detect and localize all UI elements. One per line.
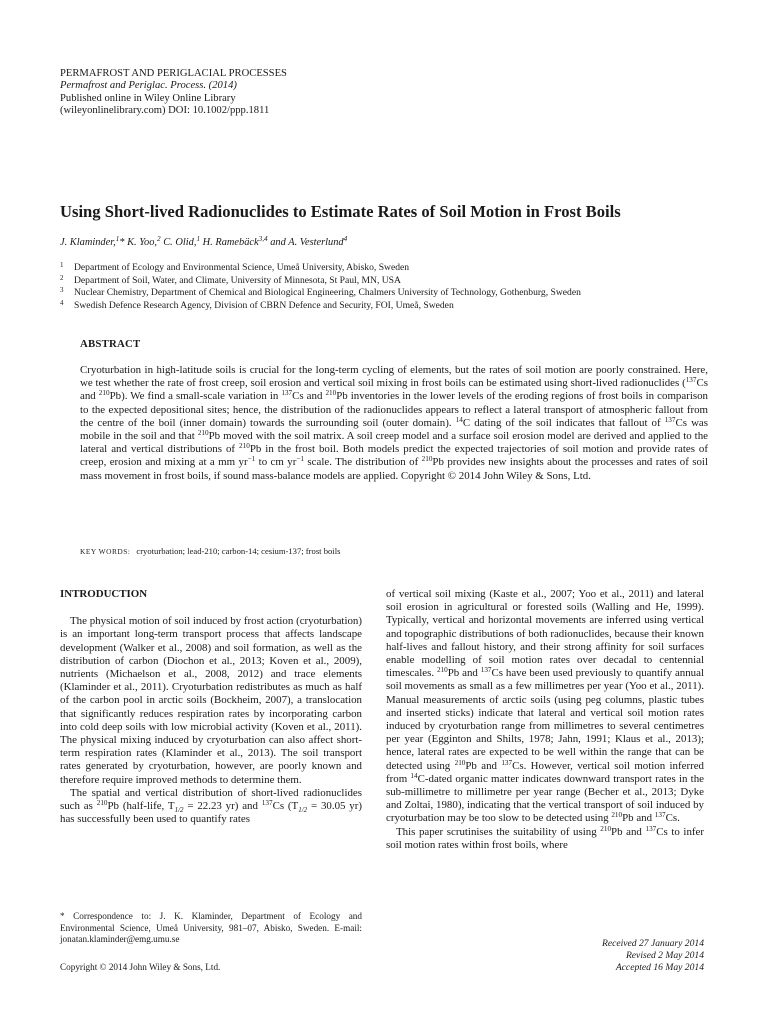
submission-dates bbox=[602, 938, 704, 973]
author-affil-ref: 2 bbox=[157, 235, 161, 243]
affiliation-number: 1 bbox=[60, 261, 64, 269]
right-column bbox=[386, 588, 704, 852]
author-separator: * bbox=[119, 237, 128, 248]
affiliation-text: Department of Soil, Water, and Climate, University of Minnesota, St Paul, MN, USA bbox=[74, 274, 401, 286]
author-name: J. Klaminder, bbox=[60, 237, 116, 248]
body-paragraph: The spatial and vertical distribution of short-lived radionuclides such as $^{210}$Pb (half-life, $T_{1/2} = 22.23$ yr) and $^{137}$Cs ($T_{1/2} = 30.05$ yr) has successfully been used to quantify rates bbox=[60, 786, 362, 826]
body-paragraph: of vertical soil mixing (Kaste et al., 2007; Yoo et al., 2011) and lateral soil erosion in agricultural or forested soils (Walling and He, 1999). Typically, vertical and horizontal movements are inferred using vertical and topographic distributions of both radionuclides, because their known half-lives and fallout history, and their strong affinity for soil surfaces enable modelling of soil motion rates over decadal to centennial timescales. $^{210}$Pb and $^{137}$Cs have been used previously to quantify annual soil movements as small as a few millimetres per year (Yoo et al., 2011). Manual measurements of arctic soils (using peg columns, plastic tubes and inserted sticks) indicate that lateral and vertical soil motion rates induced by cryoturbation range from millimetres to several centimetres per year (Egginton and Shilts, 1978; Jahn, 1991; Klaus et al., 2013); hence, lateral rates are expected to be well within the range that can be detected using $^{210}$Pb and $^{137}$Cs. However, vertical soil motion inferred from $^{14}$C-dated organic matter indicates downward transport rates in the sub-millimetre to millimetre per year range (Becher et al., 2013; Dyke and Zoltai, 1980), indicating that the vertical transport of soil induced by cryoturbation may be too slow to be detected using $^{210}$Pb and $^{137}$Cs. bbox=[386, 588, 704, 825]
author-name: A. Vesterlund bbox=[288, 237, 344, 248]
publication-note: Published online in Wiley Online Library bbox=[60, 92, 236, 104]
keywords-line bbox=[80, 546, 340, 556]
journal-citation: Permafrost and Periglac. Process. (2014) bbox=[60, 80, 237, 92]
accepted-date: Accepted 16 May 2014 bbox=[615, 961, 704, 973]
affiliation-number: 4 bbox=[60, 298, 64, 307]
author-name: H. Ramebäck bbox=[202, 237, 259, 248]
copyright-line: Copyright © 2014 John Wiley & Sons, Ltd. bbox=[60, 962, 221, 972]
author-affil-ref: 4 bbox=[343, 235, 348, 243]
affiliation bbox=[60, 300, 581, 313]
author-name: K. Yoo, bbox=[127, 237, 158, 248]
author-affil-ref: 1 bbox=[115, 235, 120, 243]
affiliation-number: 2 bbox=[60, 273, 64, 282]
author-affil-ref: 1 bbox=[196, 235, 201, 243]
doi-line: (wileyonlinelibrary.com) DOI: 10.1002/ppp.1811 bbox=[60, 105, 270, 117]
affiliation-number: 3 bbox=[60, 286, 64, 295]
abstract-body bbox=[80, 364, 708, 483]
author-name: C. Olid, bbox=[163, 237, 197, 248]
affiliation bbox=[60, 275, 581, 288]
author-list bbox=[60, 237, 347, 248]
affiliation-text: Department of Ecology and Environmental Science, Umeå University, Abisko, Sweden bbox=[74, 262, 410, 273]
affiliation-text: Swedish Defence Research Agency, Division of CBRN Defence and Security, FOI, Umeå, Sweden bbox=[74, 299, 454, 311]
author-separator: and bbox=[267, 237, 289, 248]
affiliation bbox=[60, 262, 581, 275]
received-date: Received 27 January 2014 bbox=[601, 938, 704, 949]
body-paragraph: This paper scrutinises the suitability of using $^{210}$Pb and $^{137}$Cs to infer soil motion rates within frost boils, where bbox=[386, 824, 704, 851]
author-affil-ref: 3,4 bbox=[258, 235, 268, 243]
journal-masthead bbox=[60, 68, 287, 118]
affiliation-text: Nuclear Chemistry, Department of Chemical and Biological Engineering, Chalmers University of Technology, Gothenburg, Sweden bbox=[74, 287, 581, 299]
journal-name: PERMAFROST AND PERIGLACIAL PROCESSES bbox=[60, 68, 287, 79]
affiliation-list bbox=[60, 262, 581, 312]
left-column bbox=[60, 588, 362, 826]
affiliation bbox=[60, 287, 581, 300]
body-paragraph: The physical motion of soil induced by frost action (cryoturbation) is an important long-term transport process that affects landscape development (Walker et al., 2008) and soil formation, as well as the distribution of carbon (Diochon et al., 2013; Koven et al., 2009), nutrients (Michaelson et al., 2008, 2012) and trace elements (Klaminder et al., 2011). Cryoturbation redistributes as much as half of the carbon pool in arctic soils (Bockheim, 2007), a translocation that significantly reduces respiration rates by incorporating carbon into cold deep soils with low microbial activity (Koven et al., 2011). The physical mixing induced by cryoturbation can also affect short-term respiration rates (Klaminder et al., 2013). The soil transport rates generated by cryoturbation, however, are poorly known and therefore require improved methods to determine them. bbox=[60, 615, 362, 786]
abstract-paragraph: Cryoturbation in high-latitude soils is crucial for the long-term cycling of elements, but the rates of soil motion are poorly constrained. Here, we test whether the rate of frost creep, soil erosion and vertical soil mixing in frost boils can be estimated using short-lived radionuclides ($^{137}$Cs and $^{210}$Pb). We find a small-scale variation in $^{137}$Cs and $^{210}$Pb inventories in the lower levels of the eroding regions of frost boils in comparison to the expected depositional sites; hence, the distribution of the radionuclides appears to reflect a lateral transport of atmospheric fallout from the centre of the boil (inner domain) towards the surrounding soil (outer domain). $^{14}$C dating of the soil indicates that fallout of $^{137}$Cs was mobile in the soil and that $^{210}$Pb moved with the soil matrix. A soil creep model and a surface soil erosion model are derived and applied to the lateral and vertical distributions of $^{210}$Pb in the frost boil. Both models predict the expected trajectories of soil motion and provide rates of creep, erosion and mixing at a mm $yr^{-1}$ to cm $yr^{-1}$ scale. The distribution of $^{210}$Pb provides new insights about the processes and rates of soil mass movement in frost boils, if sound mass-balance models are applied. Copyright © 2014 John Wiley & Sons, Ltd. bbox=[80, 364, 708, 482]
correspondence-footnote: * Correspondence to: J. K. Klaminder, Department of Ecology and Environmental Science, Umeå University, 981–07, Abisko, Sweden. E-mail: jonatan.klaminder@emg.umu.se bbox=[60, 911, 362, 945]
abstract-heading: ABSTRACT bbox=[80, 338, 141, 350]
keywords-label: KEY WORDS: bbox=[80, 547, 131, 556]
revised-date: Revised 2 May 2014 bbox=[625, 949, 704, 961]
article-title: Using Short-lived Radionuclides to Estimate Rates of Soil Motion in Frost Boils bbox=[60, 202, 621, 221]
keywords-text: cryoturbation; lead-210; carbon-14; cesium-137; frost boils bbox=[136, 546, 341, 556]
section-heading-introduction: INTRODUCTION bbox=[60, 588, 148, 600]
